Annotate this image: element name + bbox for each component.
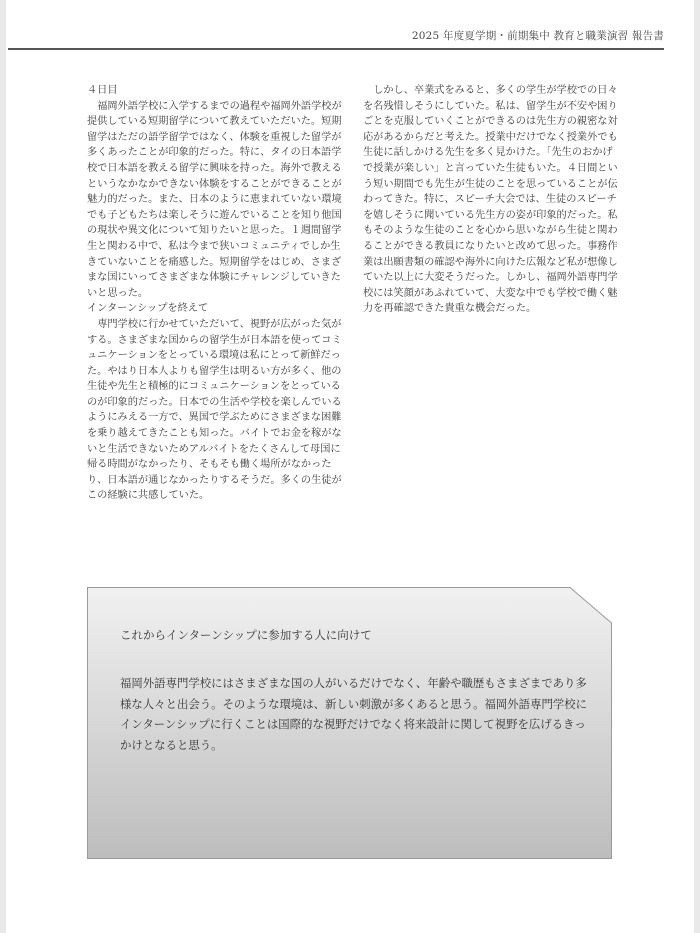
page-frame-left: [0, 0, 6, 933]
page-frame-right: [694, 0, 700, 933]
right-column: [363, 83, 620, 317]
section-body-after-internship: 専門学校に行かせていただいて、視野が広がった気がする。さまざまな国からの留学生が日本語を使ってコミュニケーションをとっている環境は私にとって新鮮だった。やはり日本人よりも留学生は明るい方が多く、他の生徒や先生と積極的にコミュニケーションをとっているのが印象的だった。日本での生活や学校を楽しんでいるようにみえる一方で、異国で学ぶためにさまざまな困難を乗り越えてきたことも知った。バイトでお金を稼がないと生活できないためアルバイトをたくさんして母国に帰る時間がなかったり、そもそも働く場所がなかったり、日本語が通じなかったりするそうだ。多くの生徒がこの経験に共感していた。: [87, 318, 342, 502]
left-column: [87, 83, 343, 504]
section-heading-day4: ４日目: [87, 85, 118, 96]
section-body-day4: 福岡外語学校に入学するまでの過程や福岡外語学校が提供している短期留学について教えていただいた。短期留学はただの語学留学ではなく、体験を重視した留学が多くあったことが印象的だった。特に、タイの日本語学校で日本語を教える留学に興味を持った。海外で教えるというなかなかできない体験をすることができることが魅力的だった。また、日本のように恵まれていない環境でも子どもたちは楽しそうに遊んでいることを知り他国の現状や異文化について知りたいと思った。１週間留学生と関わる中で、私は今まで狭いコミュニティでしか生きていないことを痛感した。短期留学をはじめ、さまざまな国にいってさまざまな体験にチャレンジしていきたいと思った。: [87, 100, 342, 299]
header-divider: [8, 48, 664, 50]
callout-title: これからインターンシップに参加する人に向けて: [120, 628, 372, 642]
callout-body: 福岡外語専門学校にはさまざまな国の人がいるだけでなく、年齢や職歴もさまざまであり多様な人々と出会う。そのような環境は、新しい刺激が多くあると思う。福岡外語専門学校にインターンシップに行くことは国際的な視野だけでなく将来設計に関して視野を広げるきっかけとなると思う。: [120, 676, 588, 752]
advice-callout-box: [87, 587, 612, 859]
right-column-body: しかし、卒業式をみると、多くの学生が学校での日々を名残惜しそうにしていた。私は、留学生が不安や困りごとを克服していくことができるのは先生方の親密な対応があるからだと考えた。授業中だけでなく授業外でも生徒に話しかける先生を多く見かけた。「先生のおかげで授業が楽しい」と言っていた生徒もいた。４日間という短い期間でも先生が生徒のことを思っていることが伝わってきた。特に、スピーチ大会では、生徒のスピーチを嬉しそうに聞いている先生方の姿が印象的だった。私もそのような生徒のことを心から思いながら生徒と関わることができる教員になりたいと改めて思った。事務作業は出願書類の確認や海外に向けた広報など私が想像していた以上に大変そうだった。しかし、福岡外語専門学校には笑顔があふれていて、大変な中でも学校で働く魅力を再確認できた貴重な機会だった。: [363, 85, 618, 315]
report-header: 2025 年度夏学期・前期集中 教育と職業演習 報告書: [411, 30, 664, 42]
section-heading-after-internship: インターンシップを終えて: [87, 303, 209, 315]
